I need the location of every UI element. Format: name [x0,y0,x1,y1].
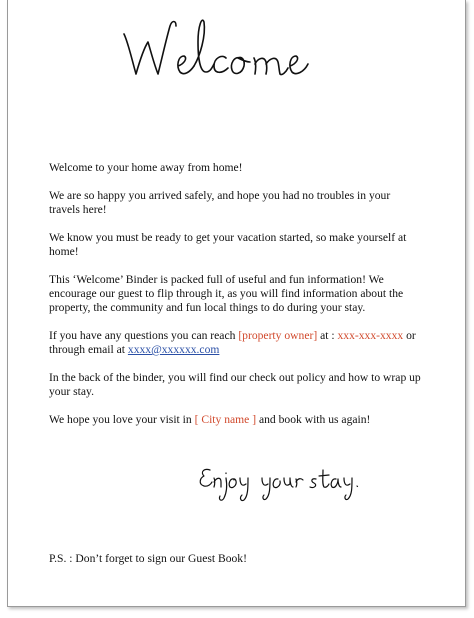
letter-body [49,161,421,441]
city-name-placeholder: [ City name ] [194,413,257,426]
greeting-paragraph: Welcome to your home away from home! [49,161,243,174]
welcome-handwriting [118,12,348,84]
binder-paragraph: This ‘Welcome’ Binder is packed full of useful and fun information! We encourage our guest to flip through it, as you will find information about the property, the community and fun local things to do during your stay. [49,273,404,314]
welcome-script-title [118,12,348,84]
email-link[interactable]: xxxx@xxxxxx.com [127,343,220,356]
signoff-script [196,462,362,504]
contact-at: at : [317,329,338,342]
contact-paragraph [49,329,421,357]
closing-paragraph [49,413,421,427]
phone-placeholder: xxx-xxx-xxxx [337,329,404,342]
contact-intro: If you have any questions you can reach [49,329,239,342]
closing-outro: and book with us again! [256,413,371,426]
signoff-handwriting [196,462,362,504]
property-owner-placeholder: [property owner] [238,329,318,342]
closing-intro: We hope you love your visit in [49,413,195,426]
postscript: P.S. : Don’t forget to sign our Guest Book! [49,552,247,565]
contact-email-intro: or through email at [49,329,416,356]
arrival-paragraph: We are so happy you arrived safely, and hope you had no troubles in your travels here! [49,189,391,216]
checkout-paragraph: In the back of the binder, you will find our check out policy and how to wrap up your stay. [49,371,421,398]
vacation-paragraph: We know you must be ready to get your vacation started, so make yourself at home! [49,231,407,258]
